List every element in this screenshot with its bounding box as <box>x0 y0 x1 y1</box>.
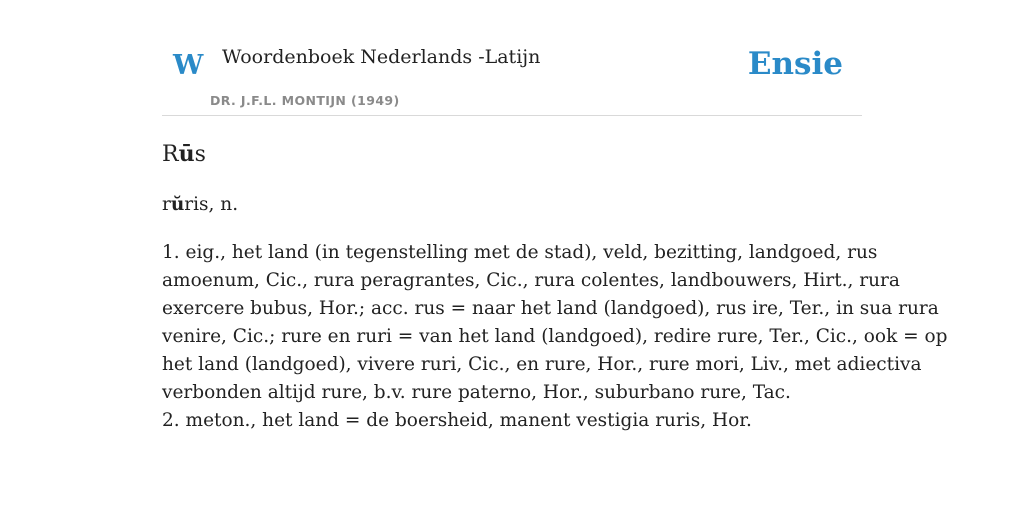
dictionary-author: DR. J.F.L. MONTIJN (1949) <box>210 93 400 108</box>
definition-line: verbonden altijd rure, b.v. rure paterno, Hor., suburbano rure, Tac. <box>162 382 791 403</box>
definition-line: amoenum, Cic., rura peragrantes, Cic., rura colentes, landbouwers, Hirt., rura <box>162 270 900 291</box>
grammar-prefix: r <box>162 194 171 215</box>
headword-prefix: R <box>162 142 179 167</box>
entry-headword <box>162 141 206 168</box>
definition-line: 2. meton., het land = de boersheid, manent vestigia ruris, Hor. <box>162 410 752 431</box>
headword-accent-letter: ū <box>178 141 195 167</box>
dictionary-header <box>162 30 862 116</box>
ensie-logo[interactable]: Ensie <box>747 46 843 82</box>
definition-line: 1. eig., het land (in tegenstelling met de stad), veld, bezitting, landgoed, rus <box>162 242 878 263</box>
entry-definition <box>162 239 948 435</box>
headword-suffix: s <box>194 142 206 167</box>
grammar-suffix: ris, n. <box>184 194 239 215</box>
definition-line: venire, Cic.; rure en ruri = van het land (landgoed), redire rure, Ter., Cic., ook = op <box>162 326 948 347</box>
grammar-accent-letter: ŭ <box>170 194 185 215</box>
dictionary-logo: W <box>173 50 204 81</box>
entry-grammar <box>162 194 238 216</box>
definition-line: exercere bubus, Hor.; acc. rus = naar het land (landgoed), rus ire, Ter., in sua rura <box>162 298 939 319</box>
dictionary-title[interactable]: Woordenboek Nederlands -Latijn <box>222 46 541 68</box>
definition-line: het land (landgoed), vivere ruri, Cic., en rure, Hor., rure mori, Liv., met adiectiva <box>162 354 922 375</box>
